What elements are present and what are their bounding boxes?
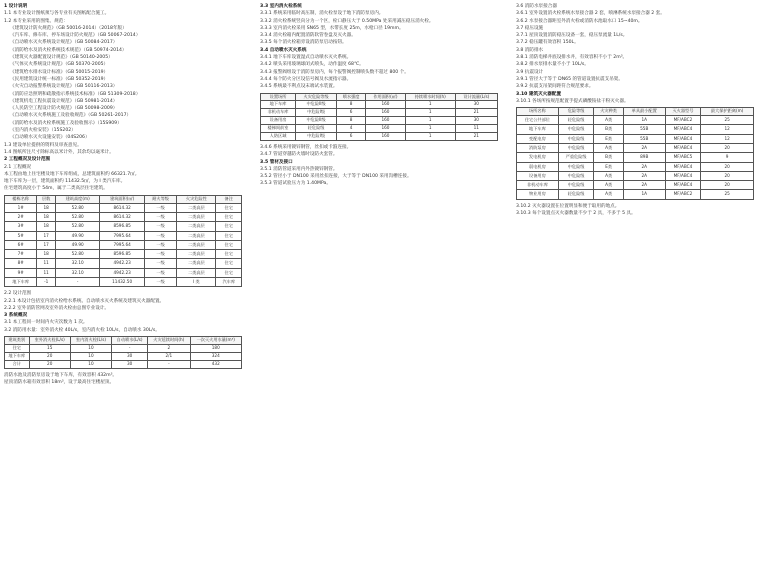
table-header: 建筑面积(㎡): [100, 195, 145, 203]
section-heading: 3.3 室内消火栓系统: [260, 4, 302, 9]
text-line: 本工程由地上住宅楼及地下车库组成，总建筑面积约 66321.7㎡。: [4, 171, 140, 177]
standard-item: 《消防应急照明和疏散指示系统技术标准》（GB 51309-2018）: [10, 91, 141, 97]
table-cell: 一级: [144, 212, 176, 221]
table-header: 火灾危险性: [177, 195, 216, 203]
text-line: 3.6 消防水泵接合器: [516, 4, 557, 9]
table-cell: 18: [37, 222, 56, 231]
table-cell: E类: [594, 134, 623, 143]
table-header: 喷水强度: [337, 93, 366, 101]
table-cell: 1A: [623, 116, 665, 125]
sprinkler-table: [260, 93, 498, 141]
table-cell: 32.10: [55, 259, 99, 268]
table-cell: 8#: [5, 259, 37, 268]
table-cell: MF/ABC2: [665, 190, 701, 199]
table-cell: 30: [112, 360, 148, 368]
text-line: 3.7.1 屋顶设置消防稳压设备一套，稳压泵流量 1L/s。: [516, 33, 628, 39]
table-cell: 住宅: [216, 203, 242, 212]
table-cell: 7995.64: [100, 231, 145, 240]
table-cell: 住宅: [216, 212, 242, 221]
table-cell: -: [112, 344, 148, 352]
table-row: [5, 268, 242, 277]
section-heading: 3.10 建筑灭火器配置: [516, 91, 562, 97]
table-cell: 6: [337, 133, 366, 141]
table-row: [517, 116, 754, 125]
table-cell: 8596.85: [100, 250, 145, 259]
text-line: 3.5.2 管径小于 DN100 采用丝扣连接，大于等于 DN100 采用沟槽连接。: [260, 174, 412, 180]
text-line: 3.4.3 报警阀组设于消防泵房内，每个报警阀控制喷头数不超过 800 个。: [260, 69, 409, 75]
table-row: [261, 117, 498, 125]
table-cell: 非机动车库: [261, 109, 296, 117]
table-header: 一次灭火用水量(m³): [190, 337, 241, 345]
table-cell: 4: [337, 125, 366, 133]
table-cell: 30: [455, 117, 497, 125]
table-cell: 6: [337, 109, 366, 117]
table-header: 层数: [37, 195, 56, 203]
text-line: 3.4.1 地下车库设置湿式自动喷水灭火系统。: [260, 55, 352, 61]
text-line: 1.3 建设单位提供的资料及审查意见。: [4, 142, 82, 148]
text-line: 2.1 工程概况: [4, 164, 32, 170]
standard-item: 《人民防空工程设计防火规范》（GB 50098-2009）: [10, 106, 118, 112]
table-cell: 合计: [5, 360, 30, 368]
table-cell: 55B: [623, 125, 665, 134]
text-line: 消防水池及消防泵房设于地下车库，有效容积 432m³。: [4, 372, 118, 378]
table-cell: MF/ABC4: [665, 125, 701, 134]
table-cell: 180: [190, 344, 241, 352]
table-row: [5, 344, 242, 352]
table-cell: 20: [701, 162, 754, 171]
table-cell: 住宅: [216, 222, 242, 231]
table-cell: 非机动车库: [517, 181, 559, 190]
standard-item: 《消防给水及消火栓系统技术规范》（GB 50974-2014）: [10, 47, 127, 53]
text-line: 3.5.1 消防管道采用内外热镀锌钢管。: [260, 166, 338, 172]
text-line: 3.8 消防排水: [516, 47, 544, 53]
table-row: [261, 133, 498, 141]
text-line: 3.3.5 每个消火栓箱旁设消防泵启动按钮。: [260, 40, 347, 46]
table-cell: 消防泵房: [517, 143, 559, 152]
table-cell: 9: [701, 153, 754, 162]
table-cell: 11: [37, 268, 56, 277]
table-cell: 一级: [144, 203, 176, 212]
table-row: [517, 153, 754, 162]
table-cell: 设备用房: [517, 171, 559, 180]
table-header: 设计流量(L/s): [455, 93, 497, 101]
table-cell: 52.80: [55, 250, 99, 259]
table-cell: 一级: [144, 222, 176, 231]
table-cell: 中危险级: [558, 171, 594, 180]
table-cell: E类: [594, 162, 623, 171]
water-demand-table: [4, 336, 242, 369]
table-cell: 12: [701, 125, 754, 134]
table-cell: 中危险级: [558, 162, 594, 171]
table-cell: 汽车库: [216, 278, 242, 287]
table-cell: 10: [70, 344, 111, 352]
table-cell: 11: [37, 259, 56, 268]
text-line: 3.5.3 管道试验压力为 1.40MPa。: [260, 181, 331, 187]
table-cell: 20: [701, 171, 754, 180]
table-cell: 7995.64: [100, 240, 145, 249]
table-cell: 32.10: [55, 268, 99, 277]
table-cell: 2A: [623, 162, 665, 171]
table-header-row: [517, 108, 754, 116]
text-line: 3.4.2 喷头采用玻璃球闭式喷头，动作温度 68℃。: [260, 62, 364, 68]
table-header: 最大保护距离(m): [701, 108, 754, 116]
table-row: [261, 101, 498, 109]
table-header: 火灾危险等级: [296, 93, 337, 101]
text-line: 1.2 本专业采用的图集、规范：: [4, 18, 68, 24]
table-cell: 10: [70, 352, 111, 360]
table-cell: 160: [366, 133, 406, 141]
table-cell: 2A: [623, 181, 665, 190]
table-header: 室外消火栓(L/s): [29, 337, 70, 345]
standard-item: 《建筑设计防火规范》（GB 50016-2014）（2018年版）: [10, 25, 127, 31]
table-cell: 25: [701, 190, 754, 199]
text-line: 2.2 设计范围: [4, 291, 32, 297]
table-cell: 17: [37, 240, 56, 249]
table-cell: 3#: [5, 222, 37, 231]
table-cell: 中危险级: [558, 143, 594, 152]
table-cell: 2A: [623, 143, 665, 152]
text-line: 2.2.2 室外消防管网及室外消火栓由总图专业设计。: [4, 305, 110, 311]
table-cell: 8614.32: [100, 212, 145, 221]
table-cell: 楼梯间前室: [261, 125, 296, 133]
text-line: 地下车库为一层，建筑面积约 11432.5㎡，为 I 类汽车库。: [4, 179, 126, 185]
table-cell: 21: [455, 109, 497, 117]
table-row: [517, 134, 754, 143]
table-cell: 7#: [5, 250, 37, 259]
table-cell: 18: [37, 212, 56, 221]
table-cell: 住宅: [216, 240, 242, 249]
table-header: 火灾延续时间(h): [148, 337, 190, 345]
table-header: 持续喷水时间(h): [405, 93, 455, 101]
table-cell: 8596.85: [100, 222, 145, 231]
table-cell: 18: [37, 250, 56, 259]
table-header-row: [5, 195, 242, 203]
table-cell: 20: [701, 181, 754, 190]
table-cell: 20: [29, 360, 70, 368]
table-cell: 8: [337, 101, 366, 109]
table-cell: 设备用房: [261, 117, 296, 125]
table-cell: 二类高层: [177, 212, 216, 221]
table-cell: 21: [455, 133, 497, 141]
table-cell: 52.80: [55, 212, 99, 221]
standard-item: 《民用建筑设计统一标准》（GB 50352-2019）: [10, 76, 109, 82]
text-line: 3.2 消防用水量：室外消火栓 40L/s，室内消火栓 10L/s，自动喷水 30L/s。: [4, 327, 160, 333]
text-line: 3.6.1 室外设置消火栓系统水泵接合器 2 套，喷淋系统水泵接合器 2 套。: [516, 11, 665, 17]
text-line: 2.2.1 本设计包括室内消火栓给水系统、自动喷水灭火系统及建筑灭火器配置。: [4, 298, 165, 304]
text-line: 3.4.7 管道穿越防火墙时设防火套管。: [260, 152, 338, 158]
table-cell: 2A: [623, 171, 665, 180]
table-cell: 轻危险级: [558, 116, 594, 125]
table-header-row: [5, 337, 242, 345]
table-cell: MF/ABC5: [665, 153, 701, 162]
table-cell: 中危险II级: [296, 101, 337, 109]
table-cell: 一级: [144, 278, 176, 287]
table-header: 作用面积(㎡): [366, 93, 406, 101]
table-cell: 49.90: [55, 231, 99, 240]
table-cell: 轻危险级: [558, 190, 594, 199]
table-row: [517, 143, 754, 152]
section-heading: 3.4 自动喷水灭火系统: [260, 47, 307, 53]
table-cell: 6#: [5, 240, 37, 249]
table-cell: MF/ABC4: [665, 171, 701, 180]
table-cell: 30: [455, 101, 497, 109]
table-cell: 一级: [144, 231, 176, 240]
table-cell: 1: [405, 109, 455, 117]
text-line: 3.9.1 管径大于等于 DN65 的管道设置抗震支吊架。: [516, 76, 623, 82]
table-header: 灭火器型号: [665, 108, 701, 116]
table-cell: -: [148, 360, 190, 368]
table-cell: 2#: [5, 212, 37, 221]
table-header: 耐火等级: [144, 195, 176, 203]
table-cell: 地下车库: [5, 278, 37, 287]
text-line: 3.7 稳压设施: [516, 25, 544, 31]
standard-item: 《自动喷水灭火设施安装》（04S206）: [10, 135, 90, 141]
text-line: 3.10.2 灭火器设置在位置明显和便于取用的地点。: [516, 203, 620, 209]
table-cell: 20: [701, 143, 754, 152]
text-line: 3.9.2 抗震支吊架间距符合规范要求。: [516, 84, 594, 90]
table-cell: 二类高层: [177, 240, 216, 249]
table-row: [5, 360, 242, 368]
table-cell: -: [55, 278, 99, 287]
table-cell: 二类高层: [177, 250, 216, 259]
table-cell: MF/ABC2: [665, 116, 701, 125]
table-cell: 324: [190, 352, 241, 360]
column-2: [260, 3, 498, 188]
table-cell: 弱电机房: [517, 162, 559, 171]
table-cell: 1A: [623, 190, 665, 199]
table-cell: 160: [366, 101, 406, 109]
table-cell: 住宅: [216, 250, 242, 259]
table-header-row: [261, 93, 498, 101]
table-cell: MF/ABC4: [665, 181, 701, 190]
table-cell: 人防区域: [261, 133, 296, 141]
table-cell: 住宅: [5, 344, 30, 352]
table-cell: 12: [701, 134, 754, 143]
table-row: [5, 240, 242, 249]
building-table: [4, 195, 242, 288]
table-cell: B类: [594, 153, 623, 162]
table-row: [5, 231, 242, 240]
text-line: 3.10.3 每个设置点灭火器数量不少于 2 具，不多于 5 具。: [516, 211, 636, 217]
text-line: 3.6.2 水泵接合器距室外消火栓或消防水池取水口 15~40m。: [516, 18, 643, 24]
table-row: [517, 125, 754, 134]
table-row: [517, 190, 754, 199]
table-cell: 25: [701, 116, 754, 125]
table-cell: 4942.23: [100, 259, 145, 268]
table-cell: 中危险级: [558, 181, 594, 190]
table-cell: 160: [366, 109, 406, 117]
table-cell: 1: [405, 117, 455, 125]
table-cell: 49.90: [55, 240, 99, 249]
table-cell: 一级: [144, 268, 176, 277]
table-cell: 4942.23: [100, 268, 145, 277]
table-header: 场所名称: [517, 108, 559, 116]
table-cell: 变配电房: [517, 134, 559, 143]
standard-item: 《气体灭火系统设计规范》（GB 50370-2005）: [10, 62, 109, 68]
extinguisher-table: [516, 107, 754, 200]
table-cell: 住宅: [216, 268, 242, 277]
table-row: [5, 222, 242, 231]
table-header: 自动喷水(L/s): [112, 337, 148, 345]
text-line: 3.7.2 稳压罐有效容积 150L。: [516, 40, 579, 46]
table-cell: 一级: [144, 240, 176, 249]
text-line: 3.1 本工程同一时间内火灾次数为 1 次。: [4, 320, 88, 326]
table-cell: 11432.50: [100, 278, 145, 287]
table-cell: A类: [594, 143, 623, 152]
standard-item: 《建筑机电工程抗震设计规范》（GB 50981-2014）: [10, 98, 118, 104]
section-heading: 3 系统概况: [4, 313, 28, 319]
standard-item: 《消防给水及消火栓系统施工及验收图示》（15S909）: [10, 120, 122, 126]
table-cell: 中危险I级: [296, 133, 337, 141]
section-heading: 3.5 管材及接口: [260, 159, 293, 165]
table-cell: 中危险级: [558, 134, 594, 143]
table-cell: 15: [29, 344, 70, 352]
text-line: 1.4 图纸所注尺寸除标高以米计外，其余均以毫米计。: [4, 149, 114, 155]
table-cell: MF/ABC4: [665, 143, 701, 152]
text-line: 3.4.6 系统采用镀锌钢管，丝扣或卡箍连接。: [260, 145, 352, 150]
table-cell: 严重危险级: [558, 153, 594, 162]
table-cell: 2/1: [148, 352, 190, 360]
table-cell: 9#: [5, 268, 37, 277]
table-row: [517, 162, 754, 171]
standard-item: 《建筑灭火器配置设计规范》（GB 50140-2005）: [10, 55, 113, 61]
table-cell: 89B: [623, 153, 665, 162]
table-cell: 地下车库: [517, 125, 559, 134]
table-cell: 5#: [5, 231, 37, 240]
table-header: 设置场所: [261, 93, 296, 101]
table-row: [517, 171, 754, 180]
table-cell: 二类高层: [177, 259, 216, 268]
text-line: 3.8.2 排水泵排水量不小于 10L/s。: [516, 62, 589, 68]
table-cell: -1: [37, 278, 56, 287]
table-row: [5, 203, 242, 212]
table-cell: B类: [594, 125, 623, 134]
table-cell: 二类高层: [177, 231, 216, 240]
table-cell: A类: [594, 181, 623, 190]
section-heading: 1 设计说明: [4, 4, 28, 9]
table-cell: 10: [70, 360, 111, 368]
standard-item: 《火灾自动报警系统设计规范》（GB 50116-2013）: [10, 84, 118, 90]
table-cell: 中危险级: [558, 125, 594, 134]
table-row: [5, 212, 242, 221]
table-header: 楼栋名称: [5, 195, 37, 203]
table-row: [5, 352, 242, 360]
table-cell: 轻危险级: [296, 125, 337, 133]
text-line: 1.1 本专业设计图纸须与各专业有关图纸配合施工。: [4, 11, 110, 17]
table-cell: 18: [37, 203, 56, 212]
table-header: 备注: [216, 195, 242, 203]
table-cell: 2: [148, 344, 190, 352]
table-cell: 20: [29, 352, 70, 360]
table-row: [5, 259, 242, 268]
text-line: 住宅建筑高度小于 54m，属于二类高层住宅建筑。: [4, 186, 108, 192]
standard-item: 《汽车库、修车库、停车场设计防火规范》（GB 50067-2014）: [10, 33, 141, 39]
table-cell: 8614.32: [100, 203, 145, 212]
table-cell: 432: [190, 360, 241, 368]
standard-item: 《建筑给水排水设计标准》（GB 50015-2019）: [10, 69, 109, 75]
table-cell: 52.80: [55, 222, 99, 231]
table-cell: 1#: [5, 203, 37, 212]
column-1: [4, 3, 242, 386]
table-cell: 中危险I级: [296, 109, 337, 117]
table-cell: A类: [594, 116, 623, 125]
table-cell: 1: [405, 133, 455, 141]
text-line: 3.3.3 室内消火栓采用 SN65 型，水带长度 25m，水枪口径 19mm。: [260, 25, 404, 31]
table-cell: 17: [37, 231, 56, 240]
table-row: [261, 109, 498, 117]
table-header: 室内消火栓(L/s): [70, 337, 111, 345]
table-cell: 地下车库: [261, 101, 296, 109]
text-line: 3.4.5 系统最不利点设末端试水装置。: [260, 84, 338, 90]
section-heading: 2 工程概况及设计范围: [4, 157, 51, 163]
table-cell: 物业用房: [517, 190, 559, 199]
table-cell: 52.80: [55, 203, 99, 212]
text-line: 3.8.1 消防电梯井底设排水井，有效容积不小于 2m³。: [516, 55, 628, 61]
standard-item: 《自动喷水灭火系统设计规范》（GB 50084-2017）: [10, 40, 118, 46]
table-cell: 160: [366, 117, 406, 125]
table-header: 建筑类别: [5, 337, 30, 345]
table-cell: 住宅公共部位: [517, 116, 559, 125]
table-cell: 住宅: [216, 231, 242, 240]
table-cell: 1: [405, 125, 455, 133]
table-cell: I 类: [177, 278, 216, 287]
table-cell: MF/ABC4: [665, 134, 701, 143]
table-cell: 二类高层: [177, 222, 216, 231]
table-cell: MF/ABC4: [665, 162, 701, 171]
table-row: [517, 181, 754, 190]
table-cell: 一级: [144, 259, 176, 268]
text-line: 3.3.2 消火栓系统竖向分为一个区，栓口静压大于 0.50MPa 处采用减压稳压消火栓。: [260, 18, 434, 24]
table-cell: 一级: [144, 250, 176, 259]
standard-item: 《室内消火栓安装》（15S202）: [10, 128, 76, 134]
text-line: 3.3.4 消火栓箱内配置消防软管卷盘及灭火器。: [260, 33, 356, 39]
text-line: 3.10.1 各场所按规范配置手提式磷酸铵盐干粉灭火器。: [516, 98, 629, 104]
table-cell: 发电机房: [517, 153, 559, 162]
table-cell: 160: [366, 125, 406, 133]
table-cell: 1: [405, 101, 455, 109]
table-cell: 地下车库: [5, 352, 30, 360]
table-header: 危险等级: [558, 108, 594, 116]
column-3: [516, 3, 754, 217]
table-row: [5, 278, 242, 287]
table-cell: 11: [455, 125, 497, 133]
table-cell: 二类高层: [177, 268, 216, 277]
table-cell: A类: [594, 171, 623, 180]
text-line: 3.9 抗震设计: [516, 69, 544, 75]
text-line: 3.3.1 系统采用临时高压制，消火栓泵设于地下消防泵房内。: [260, 11, 384, 17]
table-row: [5, 250, 242, 259]
table-header: 单具最小配置: [623, 108, 665, 116]
table-header: 建筑高度(m): [55, 195, 99, 203]
table-cell: 30: [112, 352, 148, 360]
text-line: 3.4.4 每个防火分区设信号阀及水流指示器。: [260, 76, 352, 82]
text-line: 屋顶消防水箱有效容积 18m³，设于最高住宅楼屋顶。: [4, 380, 115, 385]
table-cell: A类: [594, 190, 623, 199]
standard-item: 《自动喷水灭火系统施工及验收规范》（GB 50261-2017）: [10, 113, 132, 119]
table-cell: 住宅: [216, 259, 242, 268]
table-row: [261, 125, 498, 133]
table-cell: 8: [337, 117, 366, 125]
table-cell: 二类高层: [177, 203, 216, 212]
table-cell: 中危险II级: [296, 117, 337, 125]
table-header: 火灾种类: [594, 108, 623, 116]
table-cell: 55B: [623, 134, 665, 143]
